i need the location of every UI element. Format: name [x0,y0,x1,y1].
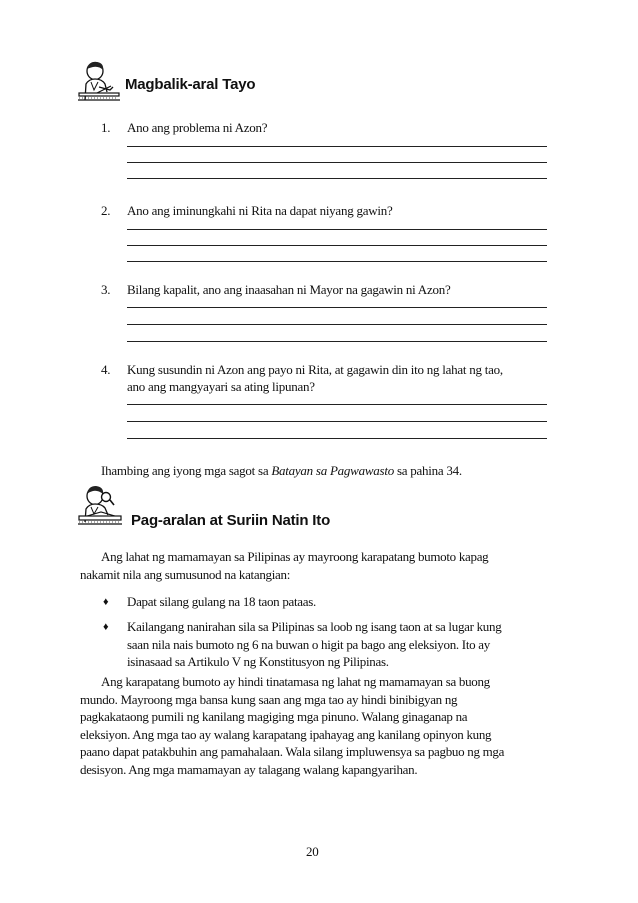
answer-line[interactable] [127,324,547,325]
answer-key-note-after: sa pahina 34. [393,463,462,478]
answer-key-reference: Batayan sa Pagwawasto [271,463,394,478]
bullet-line: Kailangang nanirahan sila sa Pilipinas sa loob ng isang taon at sa lugar kung [127,619,502,634]
section-title-pag-aralan: Pag-aralan at Suriin Natin Ito [131,512,331,529]
section-title-magbalik-aral: Magbalik-aral Tayo [125,76,256,93]
bullet-line: Dapat silang gulang na 18 taon pataas. [127,594,316,609]
answer-line[interactable] [127,146,547,147]
question-number: 2. [101,203,111,218]
answer-line[interactable] [127,438,547,439]
paragraph-line: mundo. Mayroong mga bansa kung saan ang mga tao ay hindi binibigyan ng [80,691,458,707]
answer-line[interactable] [127,404,547,405]
answer-line[interactable] [127,307,547,308]
diamond-bullet-icon: ♦ [103,596,109,608]
bullet-item [127,593,316,611]
answer-key-note-before: Ihambing ang iyong mga sagot sa [101,463,272,478]
answer-key-note [101,462,462,479]
answer-line[interactable] [127,341,547,342]
bullet-line: saan nila nais bumoto ng 6 na buwan o higit pa bago ang eleksiyon. Ito ay [127,636,490,652]
answer-line[interactable] [127,421,547,422]
answer-line[interactable] [127,261,547,262]
paragraph-line: eleksiyon. Ang mga tao ay walang karapatang ipahayag ang kanilang opinyon kung [80,726,492,742]
question-text: Kung susundin ni Azon ang payo ni Rita, at gagawin din ito ng lahat ng tao, [127,362,503,377]
diamond-bullet-icon: ♦ [103,621,109,633]
intro-line: nakamit nila ang sumusunod na katangian: [80,566,291,582]
intro-line: Ang lahat ng mamamayan sa Pilipinas ay mayroong karapatang bumoto kapag [101,549,489,564]
answer-line[interactable] [127,229,547,230]
body-paragraph [80,673,504,779]
student-writing-icon [77,60,121,102]
question-number: 4. [101,362,111,377]
student-reading-icon [77,484,123,526]
question-number: 1. [101,120,111,135]
question-text: Ano ang iminungkahi ni Rita na dapat niyang gawin? [127,203,393,218]
answer-line[interactable] [127,245,547,246]
paragraph-line: desisyon. Ang mga mamamayan ay talagang walang kapangyarihan. [80,761,418,777]
page-number: 20 [306,844,319,859]
bullet-line: isinasaad sa Artikulo V ng Konstitusyon ng Pilipinas. [127,654,389,670]
question-number: 3. [101,282,111,297]
intro-paragraph [80,548,560,583]
answer-line[interactable] [127,178,547,179]
bullet-item [127,618,501,671]
question-text: Ano ang problema ni Azon? [127,120,268,135]
paragraph-line: pagkakataong pumili ng kanilang magiging mga pinuno. Walang ginaganap na [80,709,468,725]
question-text: ano ang mangyayari sa ating lipunan? [127,379,315,394]
question-text: Bilang kapalit, ano ang inaasahan ni Mayor na gagawin ni Azon? [127,282,451,297]
answer-line[interactable] [127,162,547,163]
paragraph-line: Ang karapatang bumoto ay hindi tinatamasa ng lahat ng mamamayan sa buong [101,674,490,689]
paragraph-line: paano dapat patakbuhin ang pamahalaan. Wala silang impluwensya sa pagbuo ng mga [80,744,505,760]
